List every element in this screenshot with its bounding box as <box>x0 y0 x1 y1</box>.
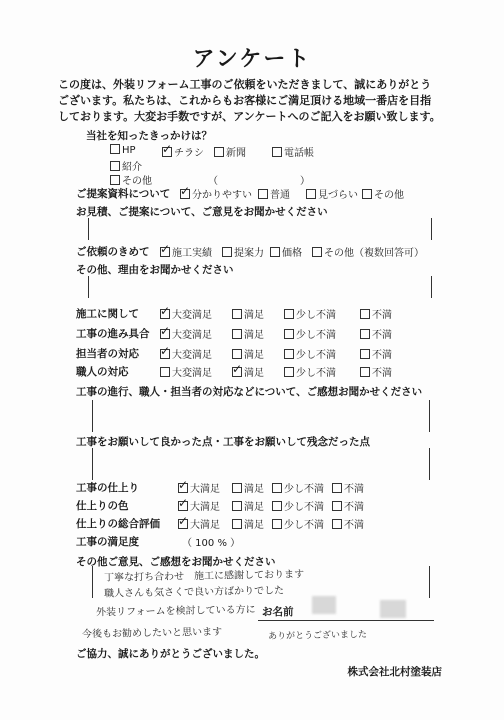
rating-b-row-1-satisfied[interactable]: 満足 <box>232 480 264 495</box>
checkbox[interactable] <box>360 329 370 339</box>
rating-b-row-1-very-satisfied[interactable]: ✓ 大満足 <box>178 480 220 495</box>
checkbox[interactable] <box>110 175 120 185</box>
rating-a-row-3-dissatisfied[interactable]: 不満 <box>360 346 392 361</box>
rating-b-row-1-slightly-dissatisfied[interactable]: 少し不満 <box>272 480 324 495</box>
checkbox[interactable] <box>272 483 282 493</box>
q3-answer-box[interactable] <box>88 218 432 240</box>
page-title: アンケート <box>192 47 312 72</box>
checkbox[interactable] <box>232 349 242 359</box>
rating-a-row-2-slightly-dissatisfied[interactable]: 少し不満 <box>284 326 336 341</box>
checkbox[interactable] <box>110 161 120 171</box>
intro-line-2: ございます。私たちは、これからもお客様にご満足頂ける地域一番店を目指 <box>58 94 432 107</box>
handwriting-line-2: 職人さんも気さくで良い方ばかりでした <box>103 585 285 600</box>
rating-a-row-2-satisfied[interactable]: 満足 <box>232 326 264 341</box>
checkbox[interactable] <box>272 147 282 157</box>
handwriting-line-4: 今後もお勧めしたいと思います <box>81 626 223 641</box>
rating-a-row-2-label: 工事の進み具合 <box>76 328 150 340</box>
q1-option-newspaper[interactable]: 新聞 <box>214 144 246 159</box>
checkbox-checked[interactable] <box>232 367 242 377</box>
q4-option-proposal[interactable]: 提案力 <box>222 244 264 259</box>
q4-option-other[interactable]: その他（複数回答可） <box>312 244 424 259</box>
closing-text: ご協力、誠にありがとうございました。 <box>76 648 265 660</box>
checkbox[interactable] <box>232 501 242 511</box>
checkbox-checked[interactable] <box>178 501 188 511</box>
rating-a-row-3-very-satisfied[interactable]: ✓ 大変満足 <box>160 346 212 361</box>
checkbox[interactable] <box>360 349 370 359</box>
rating-b-row-2-dissatisfied[interactable]: 不満 <box>332 498 364 513</box>
checkbox-checked[interactable] <box>162 147 172 157</box>
checkbox[interactable] <box>360 367 370 377</box>
rating-a-row-1-very-satisfied[interactable]: ✓ 大変満足 <box>160 306 212 321</box>
q4-option-track-record[interactable]: ✓ 施工実績 <box>160 244 212 259</box>
checkbox[interactable] <box>332 483 342 493</box>
checkbox[interactable] <box>232 519 242 529</box>
intro-line-1: この度は、外装リフォーム工事のご依頼をいただきまして、誠にありがとう <box>58 78 432 91</box>
satisfaction-label: 工事の満足度 <box>76 536 139 548</box>
redacted-name-1 <box>312 596 336 614</box>
rating-b-row-3-dissatisfied[interactable]: 不満 <box>332 516 364 531</box>
q4-label: ご依頼のきめて <box>76 246 150 258</box>
rating-b-row-2-very-satisfied[interactable]: ✓ 大満足 <box>178 498 220 513</box>
rating-a-row-2-dissatisfied[interactable]: 不満 <box>360 326 392 341</box>
q7-answer-box[interactable] <box>92 448 430 480</box>
q1-option-other[interactable]: その他 <box>110 172 152 187</box>
rating-a-row-1-satisfied[interactable]: 満足 <box>232 306 264 321</box>
q6-answer-box[interactable] <box>92 400 430 432</box>
checkbox[interactable] <box>232 309 242 319</box>
rating-a-row-2-very-satisfied[interactable]: ✓ 大変満足 <box>160 326 212 341</box>
checkbox-checked[interactable] <box>178 519 188 529</box>
rating-b-row-2-label: 仕上りの色 <box>76 500 129 512</box>
checkbox-checked[interactable] <box>160 247 170 257</box>
checkbox[interactable] <box>332 501 342 511</box>
q1-option-hp[interactable]: HP <box>110 144 136 156</box>
checkbox[interactable] <box>332 519 342 529</box>
company-name: 株式会社北村塗装店 <box>347 666 442 678</box>
q5-label: その他、理由をお聞かせください <box>76 264 234 276</box>
q1-option-flyer[interactable]: ✓ チラシ <box>162 144 204 159</box>
checkbox[interactable] <box>160 367 170 377</box>
q2-label: ご提案資料について <box>76 188 171 200</box>
rating-b-row-2-slightly-dissatisfied[interactable]: 少し不満 <box>272 498 324 513</box>
rating-b-row-3-label: 仕上りの総合評価 <box>76 518 160 530</box>
rating-b-row-3-slightly-dissatisfied[interactable]: 少し不満 <box>272 516 324 531</box>
q8-label: その他ご意見、ご感想をお聞かせください <box>76 556 276 568</box>
handwriting-line-5: ありがとうございました <box>267 630 368 642</box>
checkbox-checked[interactable] <box>178 483 188 493</box>
checkbox-checked[interactable] <box>160 309 170 319</box>
handwriting-line-3: 外装リフォームを検討している方に <box>95 604 256 619</box>
checkbox[interactable] <box>232 329 242 339</box>
rating-b-row-3-satisfied[interactable]: 満足 <box>232 516 264 531</box>
q2-option-clear[interactable]: ✓ 分かりやすい <box>180 186 252 201</box>
rating-a-row-4-dissatisfied[interactable]: 不満 <box>360 364 392 379</box>
checkbox-checked[interactable] <box>160 349 170 359</box>
q1-option-referral[interactable]: 紹介 <box>110 158 142 173</box>
q1-option-phonebook[interactable]: 電話帳 <box>272 144 314 159</box>
q6-label: 工事の進行、職人・担当者の対応などについて、ご感想お聞かせください <box>76 386 423 398</box>
checkbox[interactable] <box>312 247 322 257</box>
rating-a-row-4-label: 職人の対応 <box>76 366 129 378</box>
checkbox[interactable] <box>232 483 242 493</box>
checkbox[interactable] <box>284 367 294 377</box>
rating-b-row-1-label: 工事の仕上り <box>76 482 139 494</box>
intro-line-3: しております。大変お手数ですが、アンケートへのご記入をお願い致します。 <box>58 110 441 123</box>
checkbox[interactable] <box>222 247 232 257</box>
redacted-name-2 <box>380 600 406 618</box>
checkbox[interactable] <box>272 519 282 529</box>
rating-a-row-1-slightly-dissatisfied[interactable]: 少し不満 <box>284 306 336 321</box>
rating-b-row-2-satisfied[interactable]: 満足 <box>232 498 264 513</box>
q1-other-paren-open: （ <box>208 176 218 187</box>
checkbox[interactable] <box>284 309 294 319</box>
checkbox[interactable] <box>306 189 316 199</box>
rating-a-row-4-very-satisfied[interactable]: 大変満足 <box>160 364 212 379</box>
rating-a-row-1-dissatisfied[interactable]: 不満 <box>360 306 392 321</box>
checkbox[interactable] <box>214 147 224 157</box>
checkbox[interactable] <box>270 247 280 257</box>
q4-option-price[interactable]: 価格 <box>270 244 302 259</box>
checkbox[interactable] <box>360 309 370 319</box>
checkbox[interactable] <box>258 189 268 199</box>
checkbox[interactable] <box>284 349 294 359</box>
q2-option-normal[interactable]: 普通 <box>258 186 290 201</box>
q7-label: 工事をお願いして良かった点・工事をお願いして残念だった点 <box>76 436 370 448</box>
rating-a-row-4-slightly-dissatisfied[interactable]: 少し不満 <box>284 364 336 379</box>
name-label: お名前 <box>262 606 294 618</box>
q1-label: 当社を知ったきっかけは？ <box>86 130 212 142</box>
q2-option-other[interactable]: その他 <box>362 186 404 201</box>
checkbox-checked[interactable] <box>180 189 190 199</box>
checkbox[interactable] <box>110 144 120 154</box>
name-underline <box>258 620 434 621</box>
q2-option-hard[interactable]: 見づらい <box>306 186 358 201</box>
checkbox[interactable] <box>284 329 294 339</box>
checkbox-checked[interactable] <box>160 329 170 339</box>
q3-label: お見積、ご提案について、ご意見をお聞かせください <box>76 206 328 218</box>
satisfaction-value[interactable]: （ 100 % ） <box>182 538 241 549</box>
rating-a-row-4-satisfied[interactable]: ✓ 満足 <box>232 364 264 379</box>
checkbox[interactable] <box>272 501 282 511</box>
rating-b-row-3-very-satisfied[interactable]: ✓ 大満足 <box>178 516 220 531</box>
rating-a-row-3-slightly-dissatisfied[interactable]: 少し不満 <box>284 346 336 361</box>
q1-other-paren-close: ） <box>300 176 310 187</box>
handwriting-line-1: 丁寧な打ち合わせ 施工に感謝しております <box>103 569 305 584</box>
rating-a-row-3-label: 担当者の対応 <box>76 348 139 360</box>
rating-b-row-1-dissatisfied[interactable]: 不満 <box>332 480 364 495</box>
q5-answer-box[interactable] <box>88 276 432 298</box>
checkbox[interactable] <box>362 189 372 199</box>
rating-a-row-1-label: 施工に関して <box>76 308 139 320</box>
rating-a-row-3-satisfied[interactable]: 満足 <box>232 346 264 361</box>
